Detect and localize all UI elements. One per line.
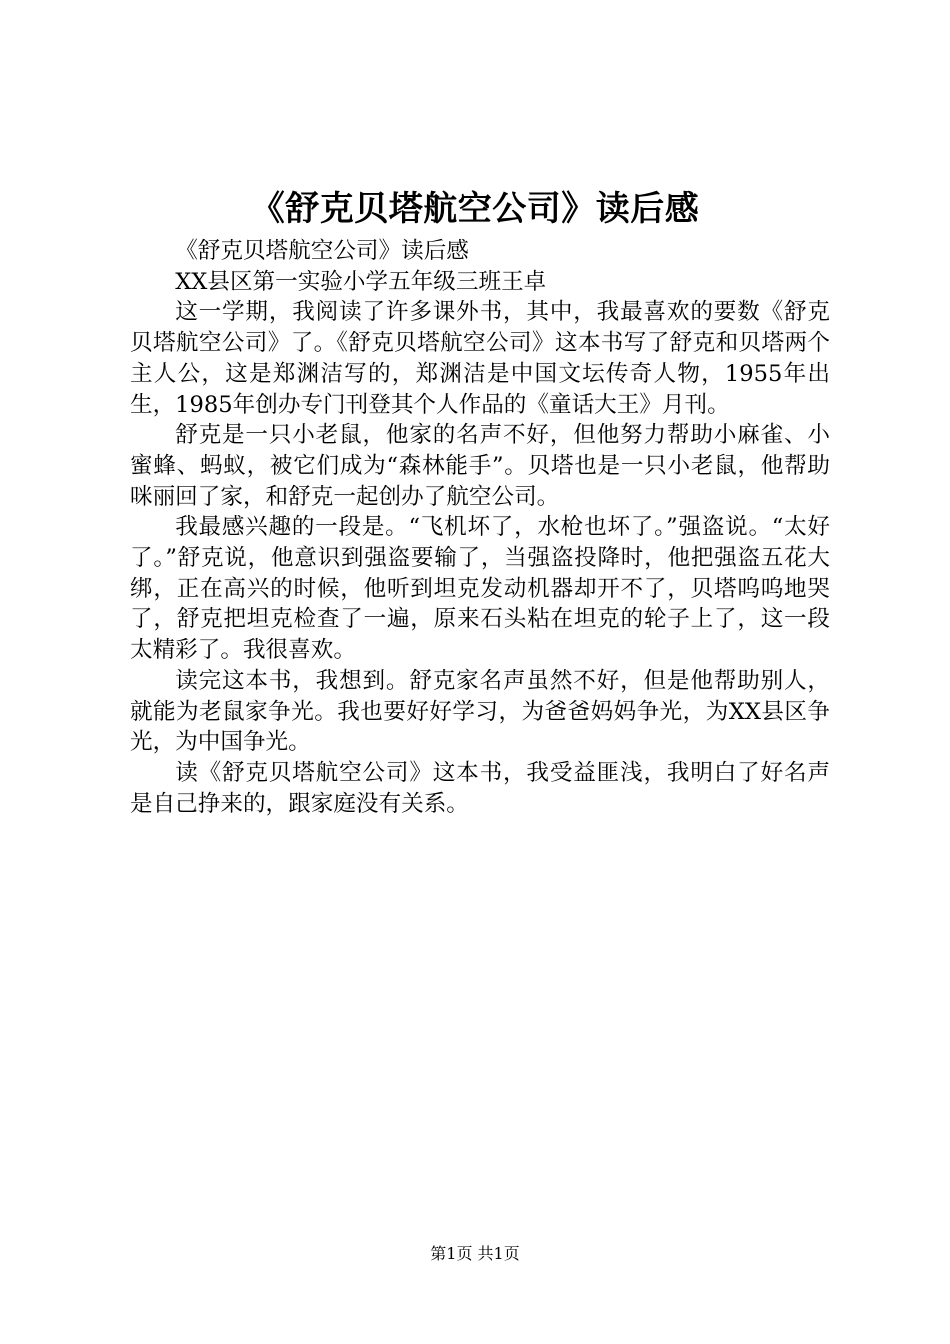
page-footer: 第1页 共1页 [430, 1244, 520, 1263]
paragraph: 我最感兴趣的一段是。“飞机坏了，水枪也坏了。”强盗说。“太好了。”舒克说，他意识到强盗要输了，当强盗投降时，他把强盗五花大绑，正在高兴的时候，他听到坦克发动机器却开不了，贝塔呜呜地哭了，舒克把坦克检查了一遍，原来石头粘在坦克的轮子上了，这一段太精彩了。我很喜欢。 [130, 514, 830, 664]
paragraph: 读《舒克贝塔航空公司》这本书，我受益匪浅，我明白了好名声是自己挣来的，跟家庭没有关系。 [130, 759, 830, 817]
paragraph: 读完这本书，我想到。舒克家名声虽然不好，但是他帮助别人，就能为老鼠家争光。我也要好好学习，为爸爸妈妈争光，为XX县区争光，为中国争光。 [130, 667, 830, 756]
paragraph-author: XX县区第一实验小学五年级三班王卓 [175, 268, 547, 295]
document-body [130, 236, 830, 819]
document-title: 《舒克贝塔航空公司》读后感 [250, 189, 700, 229]
paragraph: 舒克是一只小老鼠，他家的名声不好，但他努力帮助小麻雀、小蜜蜂、蚂蚁，被它们成为“森林能手”。贝塔也是一只小老鼠，他帮助咪丽回了家，和舒克一起创办了航空公司。 [130, 422, 830, 510]
paragraph: 这一学期，我阅读了许多课外书，其中，我最喜欢的要数《舒克贝塔航空公司》了。《舒克贝塔航空公司》这本书写了舒克和贝塔两个主人公，这是郑渊洁写的，郑渊洁是中国文坛传奇人物，1955年出生，1985年创办专门刊登其个人作品的《童话大王》月刊。 [130, 299, 830, 418]
paragraph-subtitle: 《舒克贝塔航空公司》读后感 [175, 238, 469, 264]
